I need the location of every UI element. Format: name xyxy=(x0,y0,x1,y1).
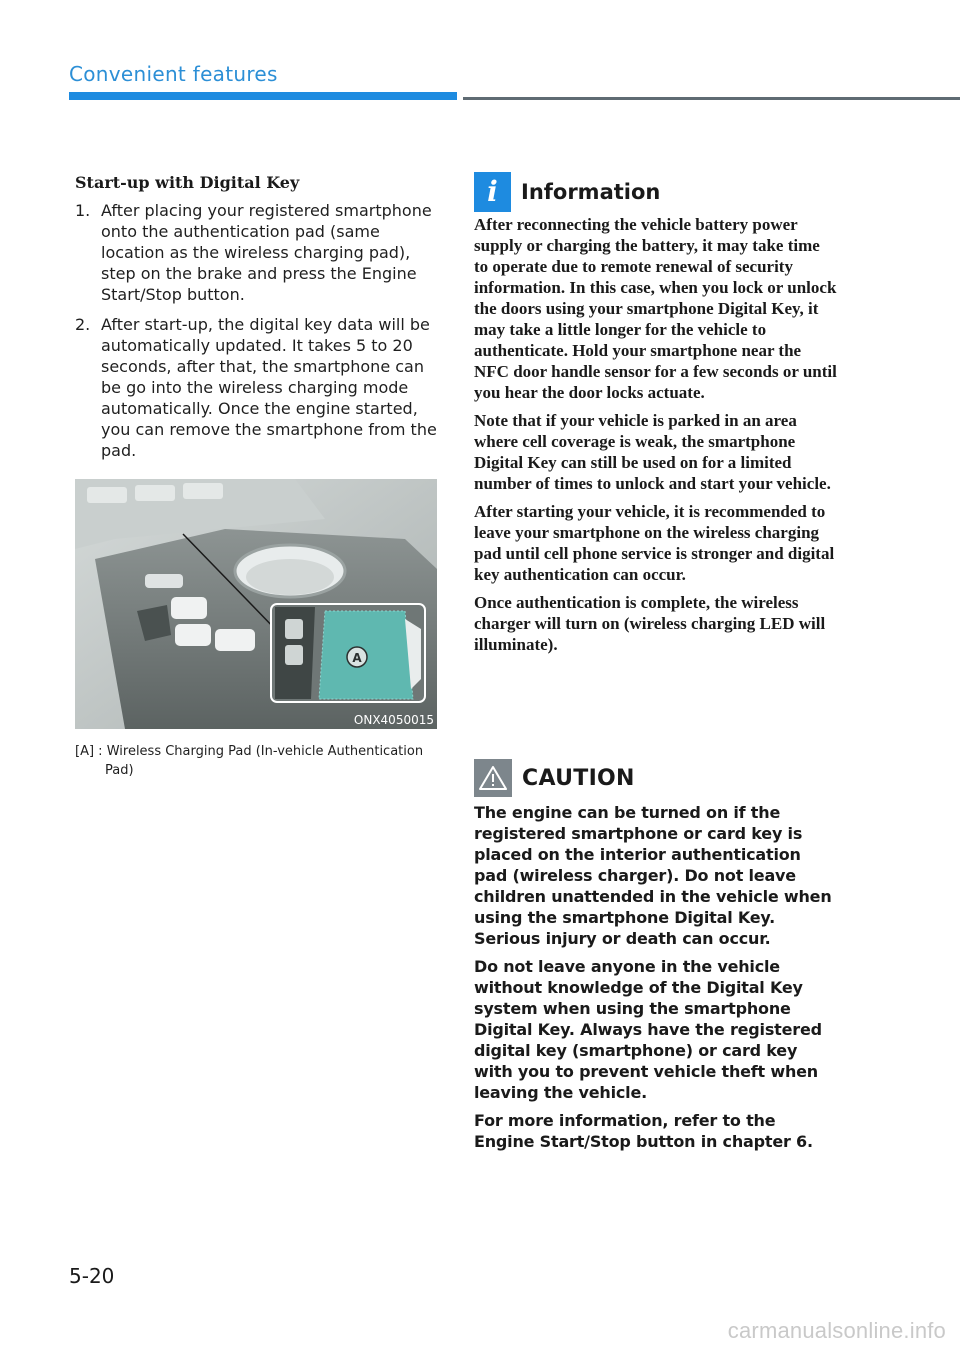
callout-label: A xyxy=(352,651,362,665)
information-box xyxy=(474,170,838,662)
page-number: 5-20 xyxy=(69,1264,115,1288)
information-body xyxy=(474,214,838,655)
figure-caption xyxy=(75,742,440,780)
left-column xyxy=(75,173,440,470)
caution-paragraph: For more information, refer to the Engine Start/Stop button in chapter 6. xyxy=(474,1111,813,1151)
information-title: Information xyxy=(521,180,661,204)
warning-triangle-icon xyxy=(474,759,512,797)
subheading: Start-up with Digital Key xyxy=(75,173,300,192)
figure-code: ONX4050015 xyxy=(353,713,434,727)
caption-text: Wireless Charging Pad (In-vehicle Authentication xyxy=(106,744,424,759)
console-figure xyxy=(75,479,437,729)
header-rule xyxy=(463,97,960,100)
header-accent-bar xyxy=(69,92,457,100)
caption-tag: [A] : xyxy=(75,744,103,759)
info-icon-glyph: i xyxy=(487,175,498,208)
step-number: 2. xyxy=(75,315,91,334)
information-header xyxy=(474,170,838,214)
information-paragraph: After starting your vehicle, it is recommended to leave your smartphone on the wireless charging pad until cell phone service is stronger and digital key authentication can occur. xyxy=(474,502,835,584)
information-paragraph: Note that if your vehicle is parked in an area where cell coverage is weak, the smartphone Digital Key can still be used on for a limited number of times to unlock and start your vehicle. xyxy=(474,411,831,493)
information-paragraph: Once authentication is complete, the wireless charger will turn on (wireless charging LED will illuminate). xyxy=(474,593,826,654)
watermark: carmanualsonline.info xyxy=(727,1318,946,1343)
caution-box xyxy=(474,758,838,1159)
caution-title: CAUTION xyxy=(522,765,635,791)
step-number: 1. xyxy=(75,201,91,220)
steps-list xyxy=(75,200,440,461)
section-title: Convenient features xyxy=(69,62,278,86)
list-item xyxy=(75,200,440,305)
caution-paragraph: The engine can be turned on if the registered smartphone or card key is placed on the interior authentication pad (wireless charger). Do not leave children unattended in the vehicle when using the smartphone Digital Key. Serious injury or death can occur. xyxy=(474,803,832,948)
information-paragraph: After reconnecting the vehicle battery power supply or charging the battery, it may take time to operate due to remote renewal of security information. In this case, when you lock or unlock the doors using your smartphone Digital Key, it may take a little longer for the vehicle to authenticate. Hold your smartphone near the NFC door handle sensor for a few seconds or until you hear the door locks actuate. xyxy=(474,215,837,402)
step-text: After placing your registered smartphone onto the authentication pad (same location as the wireless charging pad), step on the brake and press the Engine Start/Stop button. xyxy=(101,201,432,304)
step-text: After start-up, the digital key data will be automatically updated. It takes 5 to 20 seconds, after that, the smartphone can be go into the wireless charging mode automatically. Once the engine started, you can remove the smartphone from the pad. xyxy=(101,315,437,460)
caution-header xyxy=(474,758,838,798)
caption-text-continued: Pad) xyxy=(105,763,134,778)
caution-body xyxy=(474,802,838,1152)
caution-paragraph: Do not leave anyone in the vehicle without knowledge of the Digital Key system when using the smartphone Digital Key. Always have the registered digital key (smartphone) or card key with you to prevent vehicle theft when leaving the vehicle. xyxy=(474,957,822,1102)
list-item xyxy=(75,314,440,461)
console-illustration xyxy=(75,479,437,729)
info-icon xyxy=(474,172,511,212)
